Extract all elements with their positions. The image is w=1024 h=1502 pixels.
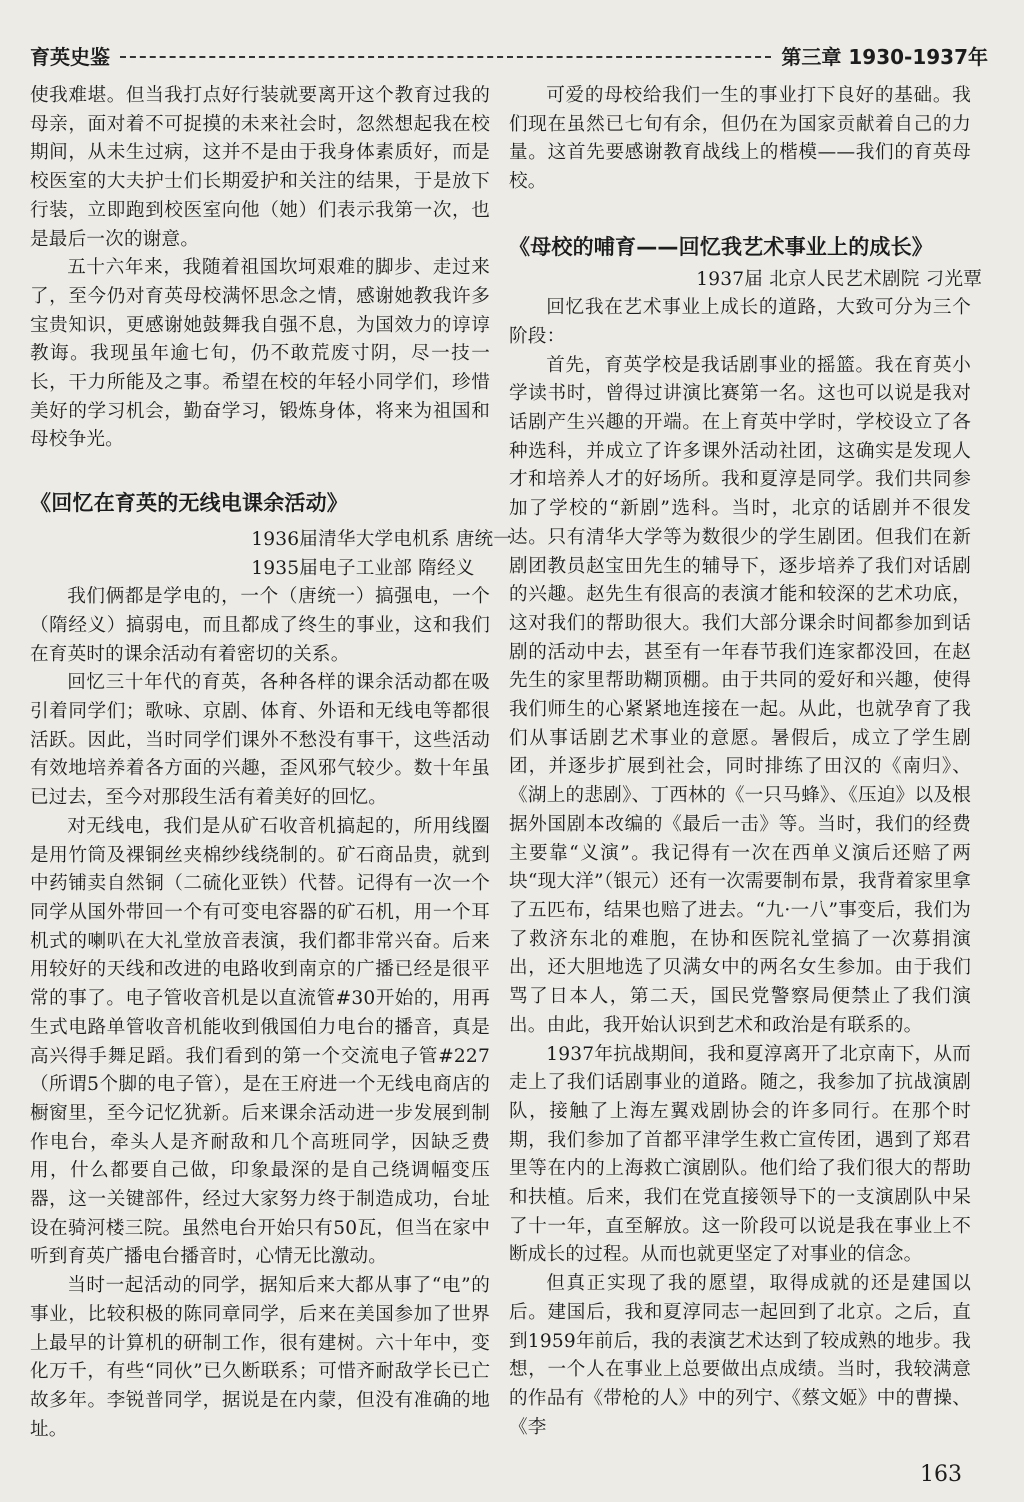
body-paragraph: 回忆三十年代的育英，各种各样的课余活动都在吸引着同学们；歌咏、京剧、体育、外语和无线电等都很活跃。因此，当时同学们课外不愁没有事干，这些活动有效地培养着各方面的兴趣，歪风邪气较少。数十年虽已过去，至今对那段生活有着美好的回忆。 — [30, 672, 490, 809]
body-paragraph: 当时一起活动的同学，据知后来大都从事了“电”的事业，比较积极的陈同章同学，后来在美国参加了世界上最早的计算机的研制工作，很有建树。六十年中，变化万千，有些“同伙”已久断联系；可惜齐耐敌学长已亡故多年。李锐普同学，据说是在内蒙，但没有准确的地址。 — [30, 1275, 490, 1440]
article-title: 《母校的哺育——回忆我艺术事业上的成长》 — [509, 234, 933, 259]
author-byline: 1935届电子工业部 隋经义 — [251, 557, 475, 579]
body-paragraph: 对无线电，我们是从矿石收音机搞起的，所用线圈是用竹筒及裸铜丝夹棉纱线绕制的。矿石商品贵，就到中药铺卖自然铜（二硫化亚铁）代替。记得有一次一个同学从国外带回一个有可变电容器的矿石机，用一个耳机式的喇叭在大礼堂放音表演，我们都非常兴奋。后来用较好的天线和改进的电路收到南京的广播已经是很平常的事了。电子管收音机是以直流管#30开始的，用再生式电路单管收音机能收到俄国伯力电台的播音，真是高兴得手舞足蹈。我们看到的第一个交流电子管#227（所谓5个脚的电子管），是在王府进一个无线电商店的橱窗里，至今记忆犹新。后来课余活动进一步发展到制作电台，牵头人是齐耐敌和几个高班同学，因缺乏费用，什么都要自己做，印象最深的是自己绕调幅变压器，这一关键部件，经过大家努力终于制造成功，台址设在骑河楼三院。虽然电台开始只有50瓦，但当在家中听到育英广播电台播音时，心情无比激动。 — [30, 815, 490, 1268]
author-byline: 1936届清华大学电机系 唐统一 — [251, 528, 513, 550]
left-column — [30, 82, 513, 1444]
running-header — [30, 40, 988, 70]
continued-paragraph: 使我难堪。但当我打点好行装就要离开这个教育过我的母亲，面对着不可捉摸的未来社会时，忽然想起我在校期间，从未生过病，这并不是由于我身体素质好，而是校医室的大夫护士们长期爱护和关注的结果，于是放下行装，立即跑到校医室向他（她）们表示我第一次，也是最后一次的谢意。 — [30, 85, 490, 250]
author-byline: 1937届 北京人民艺术剧院 刁光覃 — [696, 268, 983, 290]
page-number: 163 — [920, 1462, 962, 1487]
body-paragraph: 我们俩都是学电的，一个（唐统一）搞强电，一个（隋经义）搞弱电，而且都成了终生的事业，这和我们在育英时的课余活动有着密切的关系。 — [30, 586, 490, 665]
body-paragraph: 1937年抗战期间，我和夏淳离开了北京南下，从而走上了我们话剧事业的道路。随之，我参加了抗战演剧队，接触了上海左翼戏剧协会的许多同行。在那个时期，我们参加了首都平津学生救亡宣传团，遇到了郑君里等在内的上海救亡演剧队。他们给了我们很大的帮助和扶植。后来，我们在党直接领导下的一支演剧队中呆了十一年，直至解放。这一阶段可以说是我在事业上不断成长的过程。从而也就更坚定了对事业的信念。 — [509, 1043, 971, 1266]
body-paragraph: 五十六年来，我随着祖国坎坷艰难的脚步、走过来了，至今仍对育英母校满怀思念之情，感谢她教我许多宝贵知识，更感谢她鼓舞我自强不息，为国效力的谆谆教诲。我现虽年逾七旬，仍不敢荒废寸阴，尽一技一长，干力所能及之事。希望在校的年轻小同学们，珍惜美好的学习机会，勤奋学习，锻炼身体，将来为祖国和母校争光。 — [30, 257, 490, 451]
continued-paragraph: 可爱的母校给我们一生的事业打下良好的基础。我们现在虽然已七旬有余，但仍在为国家贡献着自己的力量。这首先要感谢教育战线上的楷模——我们的育英母校。 — [509, 85, 971, 193]
article-title: 《回忆在育英的无线电课余活动》 — [30, 491, 348, 516]
chapter-title: 第三章 1930-1937年 — [781, 44, 988, 69]
body-paragraph: 回忆我在艺术事业上成长的道路，大致可分为三个阶段： — [509, 297, 971, 347]
right-column — [509, 82, 983, 1442]
body-paragraph: 首先，育英学校是我话剧事业的摇篮。我在育英小学读书时，曾得过讲演比赛第一名。这也可以说是我对话剧产生兴趣的开端。在上育英中学时，学校设立了各种选科，并成立了许多课外活动社团，这确实是发现人才和培养人才的好场所。我和夏淳是同学。我们共同参加了学校的“新剧”选科。当时，北京的话剧并不很发达。只有清华大学等为数很少的学生剧团。但我们在新剧团教员赵宝田先生的辅导下，逐步培养了我们对话剧的兴趣。赵先生有很高的表演才能和较深的艺术功底，这对我们的帮助很大。我们大部分课余时间都参加到话剧的活动中去，甚至有一年春节我们连家都没回，在赵先生的家里帮助糊顶棚。由于共同的爱好和兴趣，使得我们师生的心紧紧地连接在一起。从此，也就孕育了我们从事话剧艺术事业的意愿。暑假后，成立了学生剧团，并逐步扩展到社会，同时排练了田汉的《南归》、《湖上的悲剧》、丁西林的《一只马蜂》、《压迫》以及根据外国剧本改编的《最后一击》等。当时，我们的经费主要靠“义演”。我记得有一次在西单义演后还赔了两块“现大洋”（银元）还有一次需要制布景，我背着家里拿了五匹布，结果也赔了进去。“九·一八”事变后，我们为了救济东北的难胞，在协和医院礼堂搞了一次募捐演出，还大胆地选了贝满女中的两名女生参加。由于我们骂了日本人，第二天，国民党警察局便禁止了我们演出。由此，我开始认识到艺术和政治是有联系的。 — [509, 354, 971, 1036]
book-title: 育英史鉴 — [30, 44, 110, 69]
body-paragraph: 但真正实现了我的愿望，取得成就的还是建国以后。建国后，我和夏淳同志一起回到了北京。之后，直到1959年前后，我的表演艺术达到了较成熟的地步。我想，一个人在事业上总要做出点成绩。当时，我较满意的作品有《带枪的人》中的列宁、《蔡文姬》中的曹操、《李 — [509, 1273, 971, 1438]
header-divider — [120, 56, 771, 58]
